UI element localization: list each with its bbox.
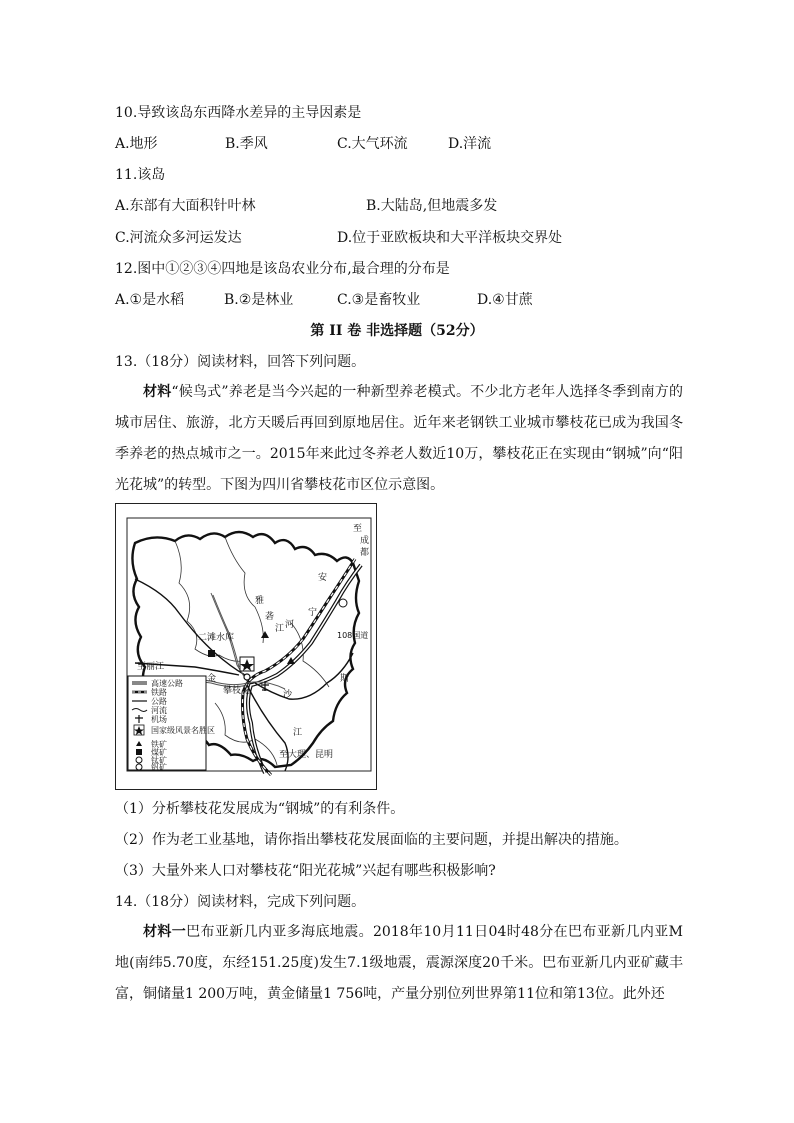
q13-material-text: “候鸟式”养老是当今兴起的一种新型养老模式。不少北方老年人选择冬季到南方的城市居住、旅游，北方天暖后再回到原地居住。近年来老钢铁工业城市攀枝花已成为我国冬季养老的热点城市之一。2015年来此过冬养老人数近10万，攀枝花正在实现由“钢城”向“阳光花城”的转型。下图为四川省攀枝花市区位示意图。 <box>115 384 684 493</box>
q11-option-d: D.位于亚欧板块和大平洋板块交界处 <box>337 230 563 246</box>
q10-option-a: A.地形 <box>115 136 158 152</box>
section-title: 第 II 卷 非选择题（52分） <box>310 323 484 339</box>
q12-option-d: D.④甘蔗 <box>477 292 533 308</box>
panzhihua-city-symbol <box>244 674 250 680</box>
map-label-anning: 宁 <box>308 608 318 618</box>
coal-mine-square <box>136 749 142 755</box>
panzhihua-location-map <box>115 503 377 790</box>
q12-option-a: A.①是水稻 <box>115 292 185 308</box>
q10-stem: 10.导致该岛东西降水差异的主导因素是 <box>115 105 362 121</box>
q10-option-c: C.大气环流 <box>337 136 408 152</box>
q13-sub3: （3）大量外来人口对攀枝花“阳光花城”兴起有哪些积极影响? <box>115 863 496 879</box>
q14-material-label: 材料一 <box>143 924 187 940</box>
legend-label: 钛矿 <box>151 756 167 765</box>
legend-label: 机场 <box>151 715 167 724</box>
map-label-jinsha: 金 <box>207 674 217 684</box>
q10-option-d: D.洋流 <box>448 136 492 152</box>
legend-label: 国家级风景名胜区 <box>151 726 215 735</box>
q14-stem: 14.（18分）阅读材料，完成下列问题。 <box>115 894 366 910</box>
map-label-yalong: 江 <box>275 624 285 634</box>
map-label-jinsha: 沙 <box>283 690 293 700</box>
q12-stem: 12.图中①②③④四地是该岛农业分布,最合理的分布是 <box>115 261 450 277</box>
q11-option-b: B.大陆岛,但地震多发 <box>366 198 498 214</box>
q13-stem: 13.（18分）阅读材料，回答下列问题。 <box>115 354 366 370</box>
legend-label: 河流 <box>151 706 167 715</box>
coal-mine-symbol <box>208 650 215 657</box>
q14-material-text: 巴布亚新几内亚多海底地震。2018年10月11日04时48分在巴布亚新几内亚M地(南纬5.70度，东经151.25度)发生7.1级地震，震源深度20千米。巴布亚新几内亚矿藏丰富，铜储量1 200万吨，黄金储量1 756吨，产量分别位列世界第11位和第13位。此外还 <box>115 924 683 1002</box>
map-label-panzhihua: 攀枝花 <box>223 686 251 696</box>
map-legend <box>128 676 215 772</box>
q11-option-a: A.东部有大面积针叶林 <box>115 198 256 214</box>
legend-label: 公路 <box>151 697 167 706</box>
map-label-to-chengdu: 都 <box>360 548 370 558</box>
q13-sub2: （2）作为老工业基地，请你指出攀枝花发展面临的主要问题，并提出解决的措施。 <box>115 832 628 848</box>
map-label-yalong: 砻 <box>265 612 275 622</box>
q12-option-c: C.③是畜牧业 <box>337 292 421 308</box>
legend-label: 高速公路 <box>151 679 183 688</box>
map-label-ertan-reservoir: 二滩水库 <box>198 633 235 643</box>
q11-option-c: C.河流众多河运发达 <box>115 230 242 246</box>
map-label-to-lijiang: 至丽江 <box>137 662 165 672</box>
map-label-anning: 安 <box>318 573 328 583</box>
q13-material <box>115 377 683 501</box>
q11-stem: 11.该岛 <box>115 167 166 183</box>
q12-option-b: B.②是林业 <box>224 292 294 308</box>
map-label-to-chengdu: 成 <box>360 536 370 546</box>
map-label-road-108: 108国道 <box>337 631 369 640</box>
map-label-to-chengdu: 至 <box>353 524 363 534</box>
q14-material <box>115 917 683 1010</box>
q13-sub1: （1）分析攀枝花发展成为“钢城”的有利条件。 <box>115 801 405 817</box>
legend-label: 钒矿 <box>151 763 167 772</box>
map-label-xin: 斯 <box>340 674 350 684</box>
map-label-jinsha: 江 <box>293 728 303 738</box>
map-label-to-dali-kunming: 至大理、昆明 <box>279 750 334 760</box>
legend-label: 铁路 <box>151 688 167 697</box>
legend-label: 铁矿 <box>151 740 167 749</box>
map-label-anning: 河 <box>285 620 295 630</box>
legend-label: 煤矿 <box>151 748 167 757</box>
q13-material-label: 材料 <box>143 384 172 400</box>
q10-option-b: B.季风 <box>225 136 268 152</box>
map-label-yalong: 雅 <box>255 596 265 606</box>
